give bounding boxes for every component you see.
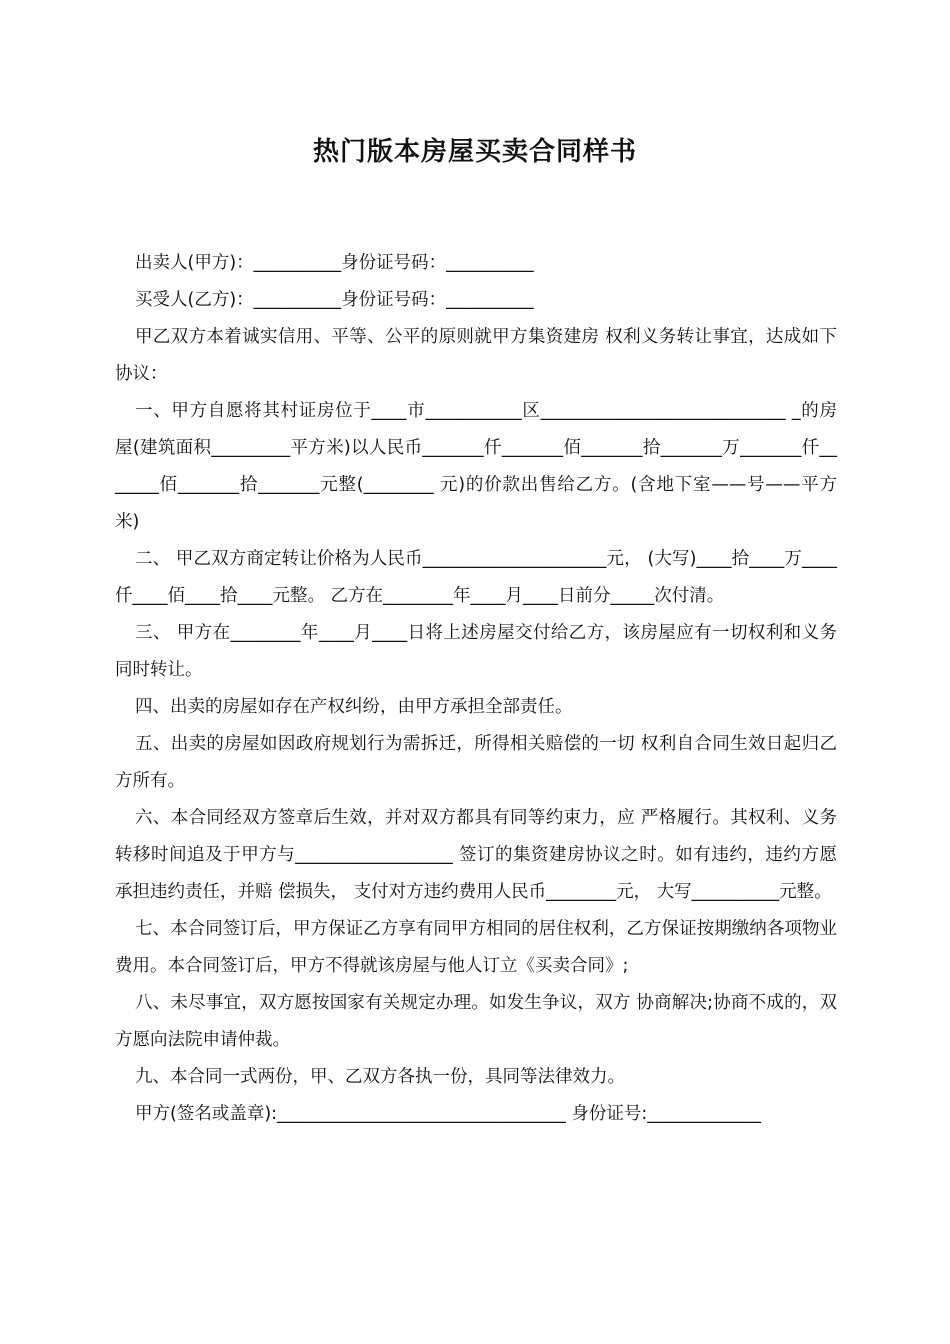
paragraph-seller: 出卖人(甲方)：__________身份证号码：__________ <box>135 253 534 273</box>
clause-2: 二、 甲乙双方商定转让价格为人民币_____________________元， (大写)____拾____万____仟____佰____拾____元整。 乙方在________年____月____日前分_____次付清。 <box>115 549 837 606</box>
paragraph-preamble: 甲乙双方本着诚实信用、平等、公平的原则就甲方集资建房 权利义务转让事宜，达成如下协议： <box>115 327 837 384</box>
document-body <box>115 245 837 1133</box>
clause-7: 七、本合同签订后，甲方保证乙方享有同甲方相同的居住权利，乙方保证按期缴纳各项物业费用。本合同签订后，甲方不得就该房屋与他人订立《买卖合同》; <box>115 919 837 976</box>
clause-5: 五、出卖的房屋如因政府规划行为需拆迁，所得相关赔偿的一切 权利自合同生效日起归乙方所有。 <box>115 734 837 791</box>
clause-8: 八、未尽事宜，双方愿按国家有关规定办理。如发生争议，双方 协商解决;协商不成的，双方愿向法院申请仲裁。 <box>115 993 837 1050</box>
paragraph-buyer: 买受人(乙方)：__________身份证号码：__________ <box>135 290 534 310</box>
clause-9: 九、本合同一式两份，甲、乙双方各执一份，具同等法律效力。 <box>135 1067 625 1087</box>
signature-line: 甲方(签名或盖章):_________________________________ 身份证号:_____________ <box>135 1104 762 1124</box>
clause-3: 三、 甲方在________年____月____日将上述房屋交付给乙方，该房屋应有一切权利和义务同时转让。 <box>115 623 837 680</box>
clause-6: 六、本合同经双方签章后生效，并对双方都具有同等约束力，应 严格履行。其权利、义务转移时间追及于甲方与__________________ 签订的集资建房协议之时。如有违约，违约方愿承担违约责任，并赔 偿损失， 支付对方违约费用人民币________元， 大写__________元整。 <box>115 808 837 902</box>
document-title: 热门版本房屋买卖合同样书 <box>312 137 637 167</box>
clause-1: 一、甲方自愿将其村证房位于____市___________区____________________________ _的房屋(建筑面积_________平方米)以人民币_______仟_______佰_______拾_______万_______仟_______佰_______拾_______元整(________ 元)的价款出售给乙方。(含地下室——号——平方米) <box>115 401 837 532</box>
clause-4: 四、出卖的房屋如存在产权纠纷，由甲方承担全部责任。 <box>135 697 573 717</box>
